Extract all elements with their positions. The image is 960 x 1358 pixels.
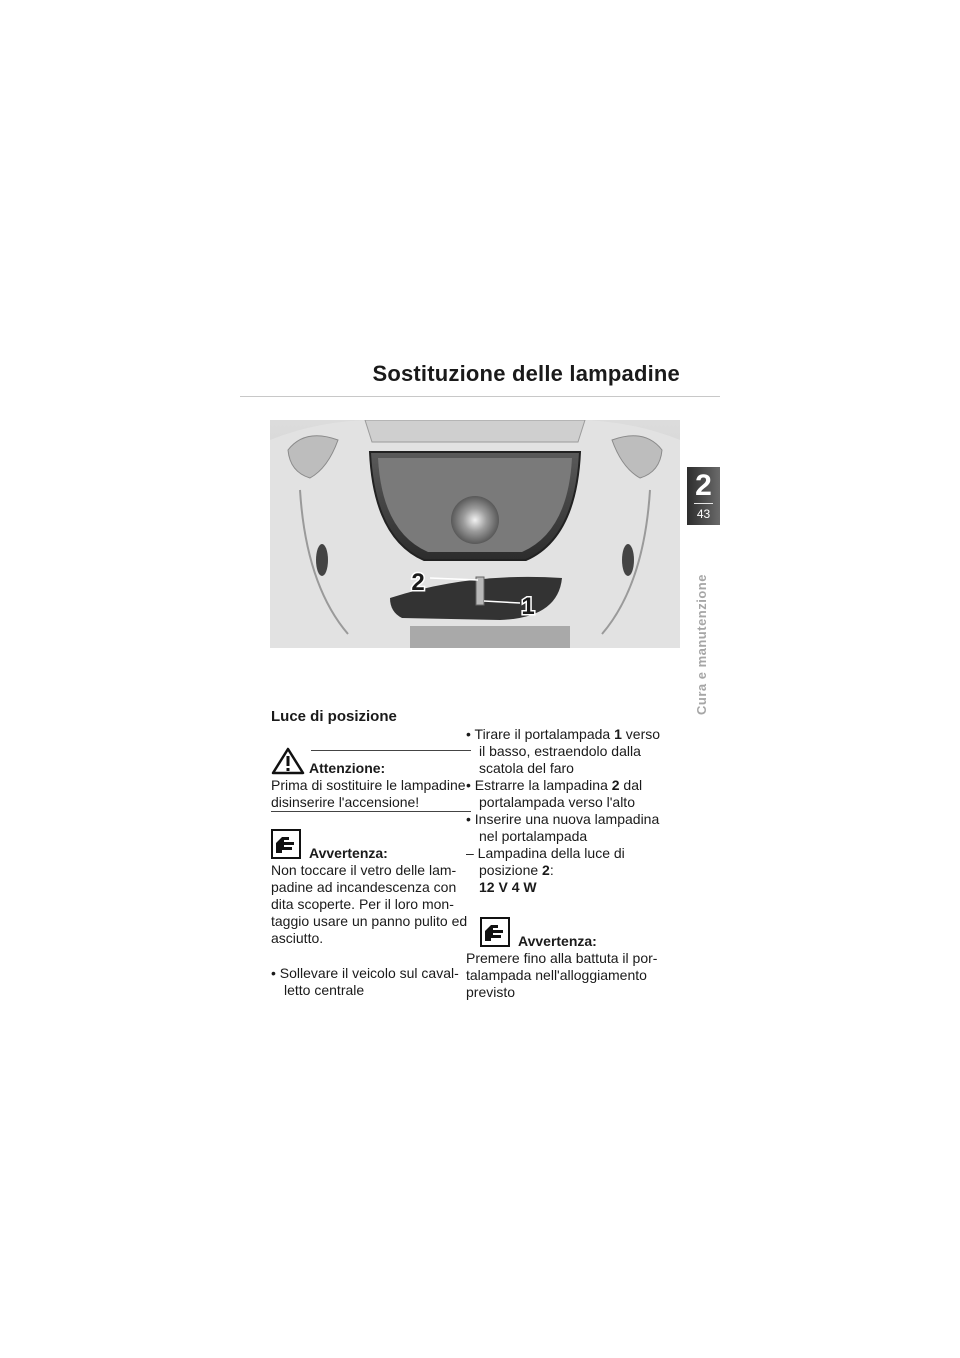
headlight-figure — [270, 420, 680, 648]
spec-text: : — [549, 862, 554, 878]
right-indicator — [622, 544, 634, 576]
warning-top-rule — [311, 750, 471, 751]
step-pull-holder — [466, 726, 678, 777]
callout-1: 1 — [521, 593, 535, 620]
step-line: portalampada verso l'alto — [479, 794, 635, 810]
step-line: nel portalampada — [479, 828, 588, 844]
windscreen-base — [365, 420, 585, 442]
right-steps — [466, 726, 678, 896]
note-line: previsto — [466, 984, 516, 1000]
step-text: dal — [619, 777, 643, 793]
step-line: • Inserire una nuova lampadina — [466, 811, 660, 827]
note-line: asciutto. — [271, 930, 324, 946]
chapter-tab-divider — [694, 503, 713, 504]
ref-2: 2 — [611, 777, 620, 793]
step-remove-bulb — [466, 777, 678, 811]
side-section-label: Cura e manutenzione — [694, 574, 709, 715]
note-block — [271, 845, 473, 947]
note-line: taggio usare un panno pulito ed — [271, 913, 468, 929]
note-line: Non toccare il vetro delle lam- — [271, 862, 457, 878]
chapter-number: 2 — [695, 469, 712, 502]
note-label: Avvertenza: — [309, 845, 388, 861]
spec-text: posizione — [479, 862, 543, 878]
warning-line: Prima di sostituire le lampadine — [271, 777, 466, 793]
warning-block — [271, 760, 473, 811]
note-line: talampada nell'alloggiamento — [466, 967, 647, 983]
warning-bottom-rule — [271, 811, 471, 812]
bulb-spec — [466, 845, 678, 896]
step-item — [271, 965, 473, 999]
page-number: 43 — [696, 507, 711, 521]
step-line: scatola del faro — [479, 760, 574, 776]
ref-2: 2 — [542, 862, 550, 878]
step-text: • Tirare il portalampada — [466, 726, 615, 742]
header-rule — [240, 396, 720, 397]
note-line: dita scoperte. Per il loro mon- — [271, 896, 454, 912]
step-line: letto centrale — [284, 982, 365, 998]
lamp-holder — [476, 577, 484, 605]
headlight-lamp — [451, 496, 499, 544]
lower-panel — [410, 626, 570, 648]
callout-2: 2 — [411, 569, 425, 596]
note-block-2 — [466, 933, 678, 1001]
step-line: il basso, estraendolo dalla — [479, 743, 641, 759]
step-text: • Estrarre la lampadina — [466, 777, 612, 793]
note-line: Premere fino alla battuta il por- — [466, 950, 658, 966]
warning-label: Attenzione: — [309, 760, 386, 776]
spec-line: – Lampadina della luce di — [466, 845, 625, 861]
step-text: verso — [621, 726, 661, 742]
warning-line: disinserire l'accensione! — [271, 794, 420, 810]
note-line: padine ad incandescenza con — [271, 879, 457, 895]
note-label: Avvertenza: — [518, 933, 597, 949]
section-heading: Luce di posizione — [271, 708, 397, 725]
ref-1: 1 — [614, 726, 622, 742]
bulb-spec-value: 12 V 4 W — [479, 879, 537, 895]
step-line: • Sollevare il veicolo sul caval- — [271, 965, 459, 981]
step-block — [271, 965, 473, 999]
page-title: Sostituzione delle lampadine — [372, 361, 680, 386]
step-insert-bulb — [466, 811, 678, 845]
left-indicator — [316, 544, 328, 576]
